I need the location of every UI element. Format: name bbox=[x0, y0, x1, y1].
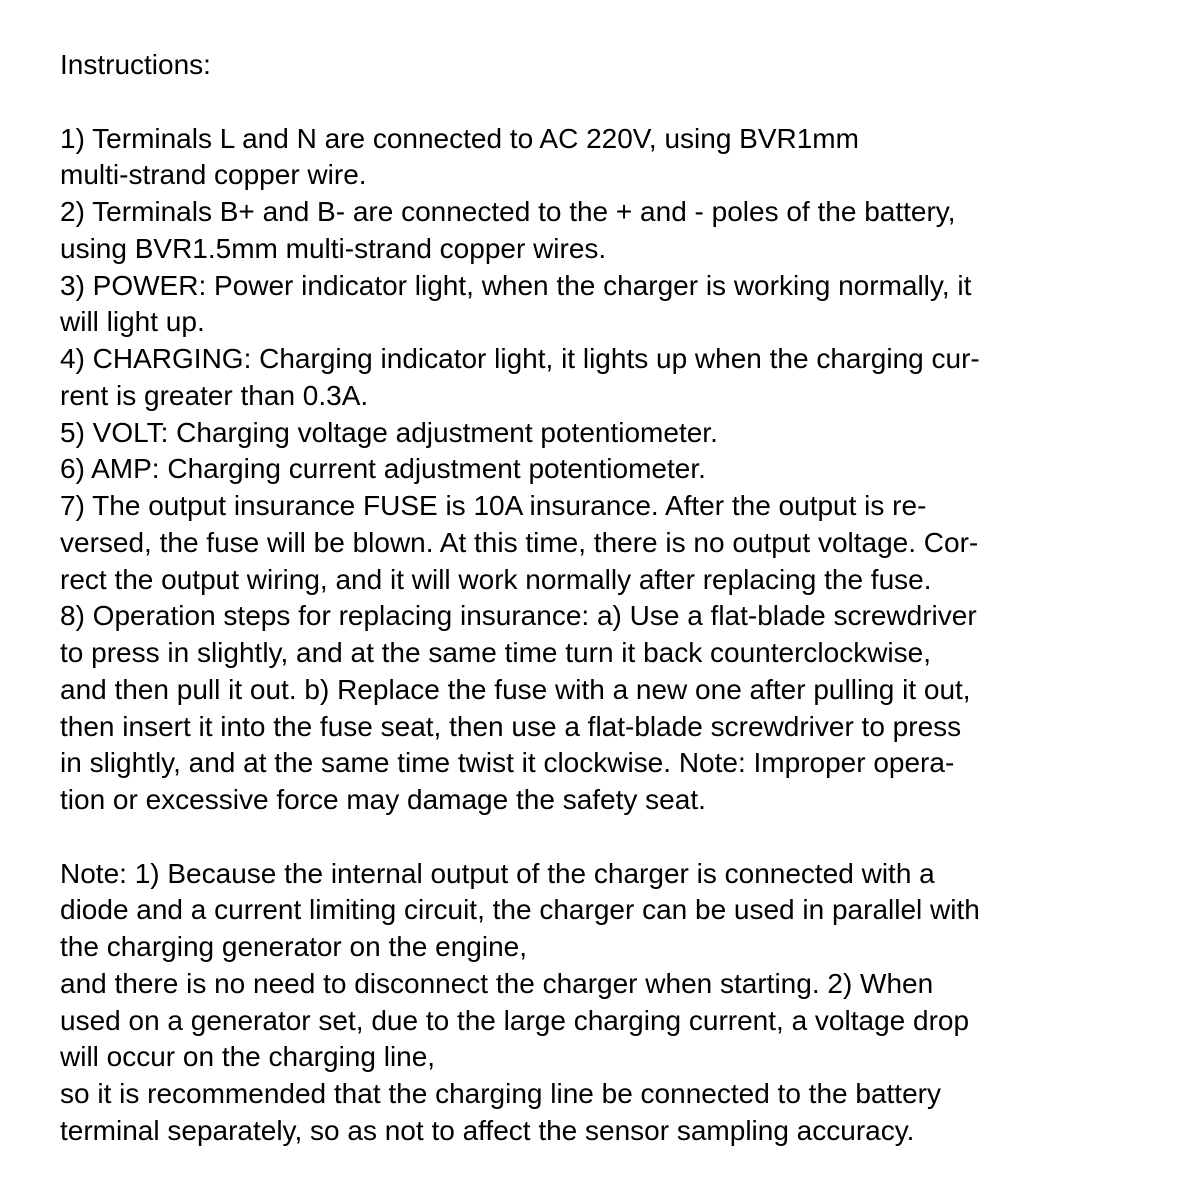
instruction-line: 6) AMP: Charging current adjustment potentiometer. bbox=[60, 453, 706, 485]
blank-line bbox=[60, 84, 980, 121]
note-line: diode and a current limiting circuit, the charger can be used in parallel with bbox=[60, 894, 980, 926]
instruction-item bbox=[60, 488, 980, 598]
instruction-line: rect the output wiring, and it will work normally after replacing the fuse. bbox=[60, 563, 932, 595]
instruction-item bbox=[60, 268, 980, 342]
instruction-item bbox=[60, 121, 980, 195]
instruction-line: 3) POWER: Power indicator light, when the charger is working normally, it bbox=[60, 269, 972, 301]
note-line: used on a generator set, due to the large charging current, a voltage drop bbox=[60, 1004, 970, 1036]
note-line: terminal separately, so as not to affect the sensor sampling accuracy. bbox=[60, 1114, 915, 1146]
instruction-line: tion or excessive force may damage the safety seat. bbox=[60, 784, 706, 815]
instruction-item bbox=[60, 341, 980, 415]
instruction-line: to press in slightly, and at the same time turn it back counterclockwise, bbox=[60, 637, 931, 668]
note-line: will occur on the charging line, bbox=[60, 1041, 436, 1073]
instruction-line: 7) The output insurance FUSE is 10A insurance. After the output is re- bbox=[60, 490, 927, 521]
instruction-item bbox=[60, 194, 980, 268]
instruction-list bbox=[60, 121, 980, 819]
instruction-line: 5) VOLT: Charging voltage adjustment potentiometer. bbox=[60, 416, 718, 448]
instruction-line: rent is greater than 0.3A. bbox=[60, 379, 369, 411]
note-line: and there is no need to disconnect the charger when starting. 2) When bbox=[60, 967, 934, 999]
instruction-line: 2) Terminals B+ and B- are connected to the + and - poles of the battery, bbox=[60, 196, 956, 227]
instruction-line: multi-strand copper wire. bbox=[60, 159, 367, 191]
note-line: Note: 1) Because the internal output of the charger is connected with a bbox=[60, 857, 935, 889]
instruction-line: 1) Terminals L and N are connected to AC 220V, using BVR1mm bbox=[60, 122, 859, 154]
instruction-item bbox=[60, 451, 980, 488]
note-line: the charging generator on the engine, bbox=[60, 931, 528, 962]
instruction-item bbox=[60, 598, 980, 819]
note-line: so it is recommended that the charging line be connected to the battery bbox=[60, 1078, 941, 1109]
instruction-item bbox=[60, 415, 980, 452]
instruction-line: 4) CHARGING: Charging indicator light, it lights up when the charging cur- bbox=[60, 343, 980, 374]
instruction-line: then insert it into the fuse seat, then use a flat-blade screwdriver to press bbox=[60, 710, 962, 742]
instruction-line: using BVR1.5mm multi-strand copper wires. bbox=[60, 232, 607, 264]
instruction-line: versed, the fuse will be blown. At this time, there is no output voltage. Cor- bbox=[60, 526, 979, 558]
note-section bbox=[60, 856, 980, 1150]
instruction-line: in slightly, and at the same time twist it clockwise. Note: Improper opera- bbox=[60, 747, 955, 779]
instructions-heading: Instructions: bbox=[60, 49, 211, 80]
instruction-line: 8) Operation steps for replacing insurance: a) Use a flat-blade screwdriver bbox=[60, 600, 977, 632]
document-body bbox=[60, 47, 980, 1150]
instruction-line: will light up. bbox=[60, 306, 205, 338]
blank-line bbox=[60, 819, 980, 856]
instruction-line: and then pull it out. b) Replace the fuse with a new one after pulling it out, bbox=[60, 673, 971, 705]
